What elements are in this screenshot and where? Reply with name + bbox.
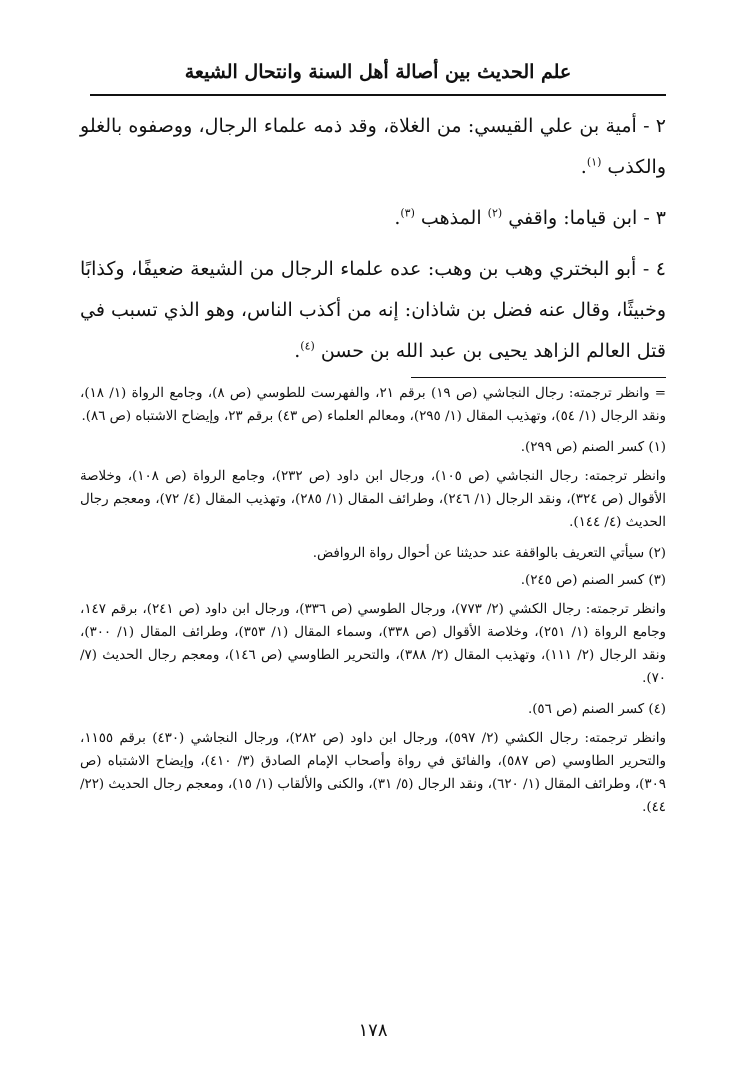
entry-4-end: .	[294, 340, 301, 362]
entry-3-mid: المذهب	[414, 207, 488, 229]
entry-3	[80, 198, 666, 239]
footnote-ref-1[interactable]: (١)	[586, 155, 602, 169]
footnote-1-detail: وانظر ترجمته: رجال النجاشي (ص ١٠٥)، ورجال ابن داود (ص ٢٣٢)، وجامع الرواة (ص ١٠٨)، وخلاصة الأقوال (ص ٣٢٤)، ونقد الرجال (١/ ٢٤٦)، وطرائف المقال (١/ ٢٨٥)، وتهذيب المقال (٤/ ٧٢)، ومعجم رجال الحديث (٤/ ١٤٤).	[80, 469, 666, 530]
entry-4-text: ٤ - أبو البختري وهب بن وهب: عده علماء الرجال من الشيعة ضعيفًا، وكذابًا وخبيثًا، وقال عنه فضل بن شاذان: إنه من أكذب الناس، وهو الذي تسبب في قتل العالم الزاهد يحيى بن عبد الله بن حسن	[80, 258, 666, 362]
entry-2-text: ٢ - أمية بن علي القيسي: من الغلاة، وقد ذمه علماء الرجال، ووصفوه بالغلو والكذب	[80, 115, 666, 178]
footnote-continuation: = وانظر ترجمته: رجال النجاشي (ص ١٩) برقم ٢١، والفهرست للطوسي (ص ٨)، وجامع الرواة (١/ ١٨)، ونقد الرجال (١/ ٥٤)، وتهذيب المقال (١/ ٢٩٥)، ومعالم العلماء (ص ٤٣) برقم ٢٣، وإيضاح الاشتباه (ص ٨٦).	[80, 386, 666, 424]
footnotes	[80, 382, 666, 819]
footnote-separator	[411, 377, 666, 378]
footnote-ref-4[interactable]: (٤)	[300, 339, 315, 353]
entry-2	[80, 106, 666, 188]
footnote-2: (٢) سيأتي التعريف بالواقفة عند حديثنا عن أحوال رواة الروافض.	[312, 546, 666, 561]
entry-4	[80, 249, 666, 372]
footnote-3: (٣) كسر الصنم (ص ٢٤٥).	[520, 573, 666, 588]
running-header: علم الحديث بين أصالة أهل السنة وانتحال الشيعة	[90, 56, 666, 96]
footnote-ref-2[interactable]: (٢)	[487, 206, 503, 220]
entry-3-text: ٣ - ابن قياما: واقفي	[502, 207, 666, 229]
footnote-1: (١) كسر الصنم (ص ٢٩٩).	[520, 440, 666, 455]
footnote-ref-3[interactable]: (٣)	[400, 206, 415, 220]
main-text	[80, 106, 666, 372]
footnote-3-detail: وانظر ترجمته: رجال الكشي (٢/ ٧٧٣)، ورجال الطوسي (ص ٣٣٦)، ورجال ابن داود (ص ٢٤١)، برقم ١٤٧، وجامع الرواة (١/ ٢٥١)، وخلاصة الأقوال (ص ٣٣٨)، وسماء المقال (١/ ٣٥٣)، وطرائف المقال (١/ ٣٠٠)، ونقد الرجال (٢/ ١١١)، وتهذيب المقال (٢/ ٣٨٨)، والتحرير الطاوسي (ص ١٤٦)، ومعجم رجال الحديث (٧/ ٧٠).	[80, 602, 666, 686]
entry-3-end: .	[394, 207, 401, 229]
footnote-4-detail: وانظر ترجمته: رجال الكشي (٢/ ٥٩٧)، ورجال ابن داود (ص ٢٨٢)، ورجال النجاشي (٤٣٠) برقم ١١٥٥، والتحرير الطاوسي (ص ٥٨٧)، والفائق في رواة وأصحاب الإمام الصادق (٣/ ٤١٠)، وإيضاح الاشتباه (ص ٣٠٩)، وطرائف المقال (١/ ٦٢٠)، ونقد الرجال (٥/ ٣١)، والكنى والألقاب (١/ ١٥)، ومعجم رجال الحديث (٢٢/ ٤٤).	[80, 731, 666, 815]
footnote-4: (٤) كسر الصنم (ص ٥٦).	[527, 702, 666, 717]
page-number: ١٧٨	[358, 1020, 388, 1041]
entry-2-end: .	[580, 156, 587, 178]
